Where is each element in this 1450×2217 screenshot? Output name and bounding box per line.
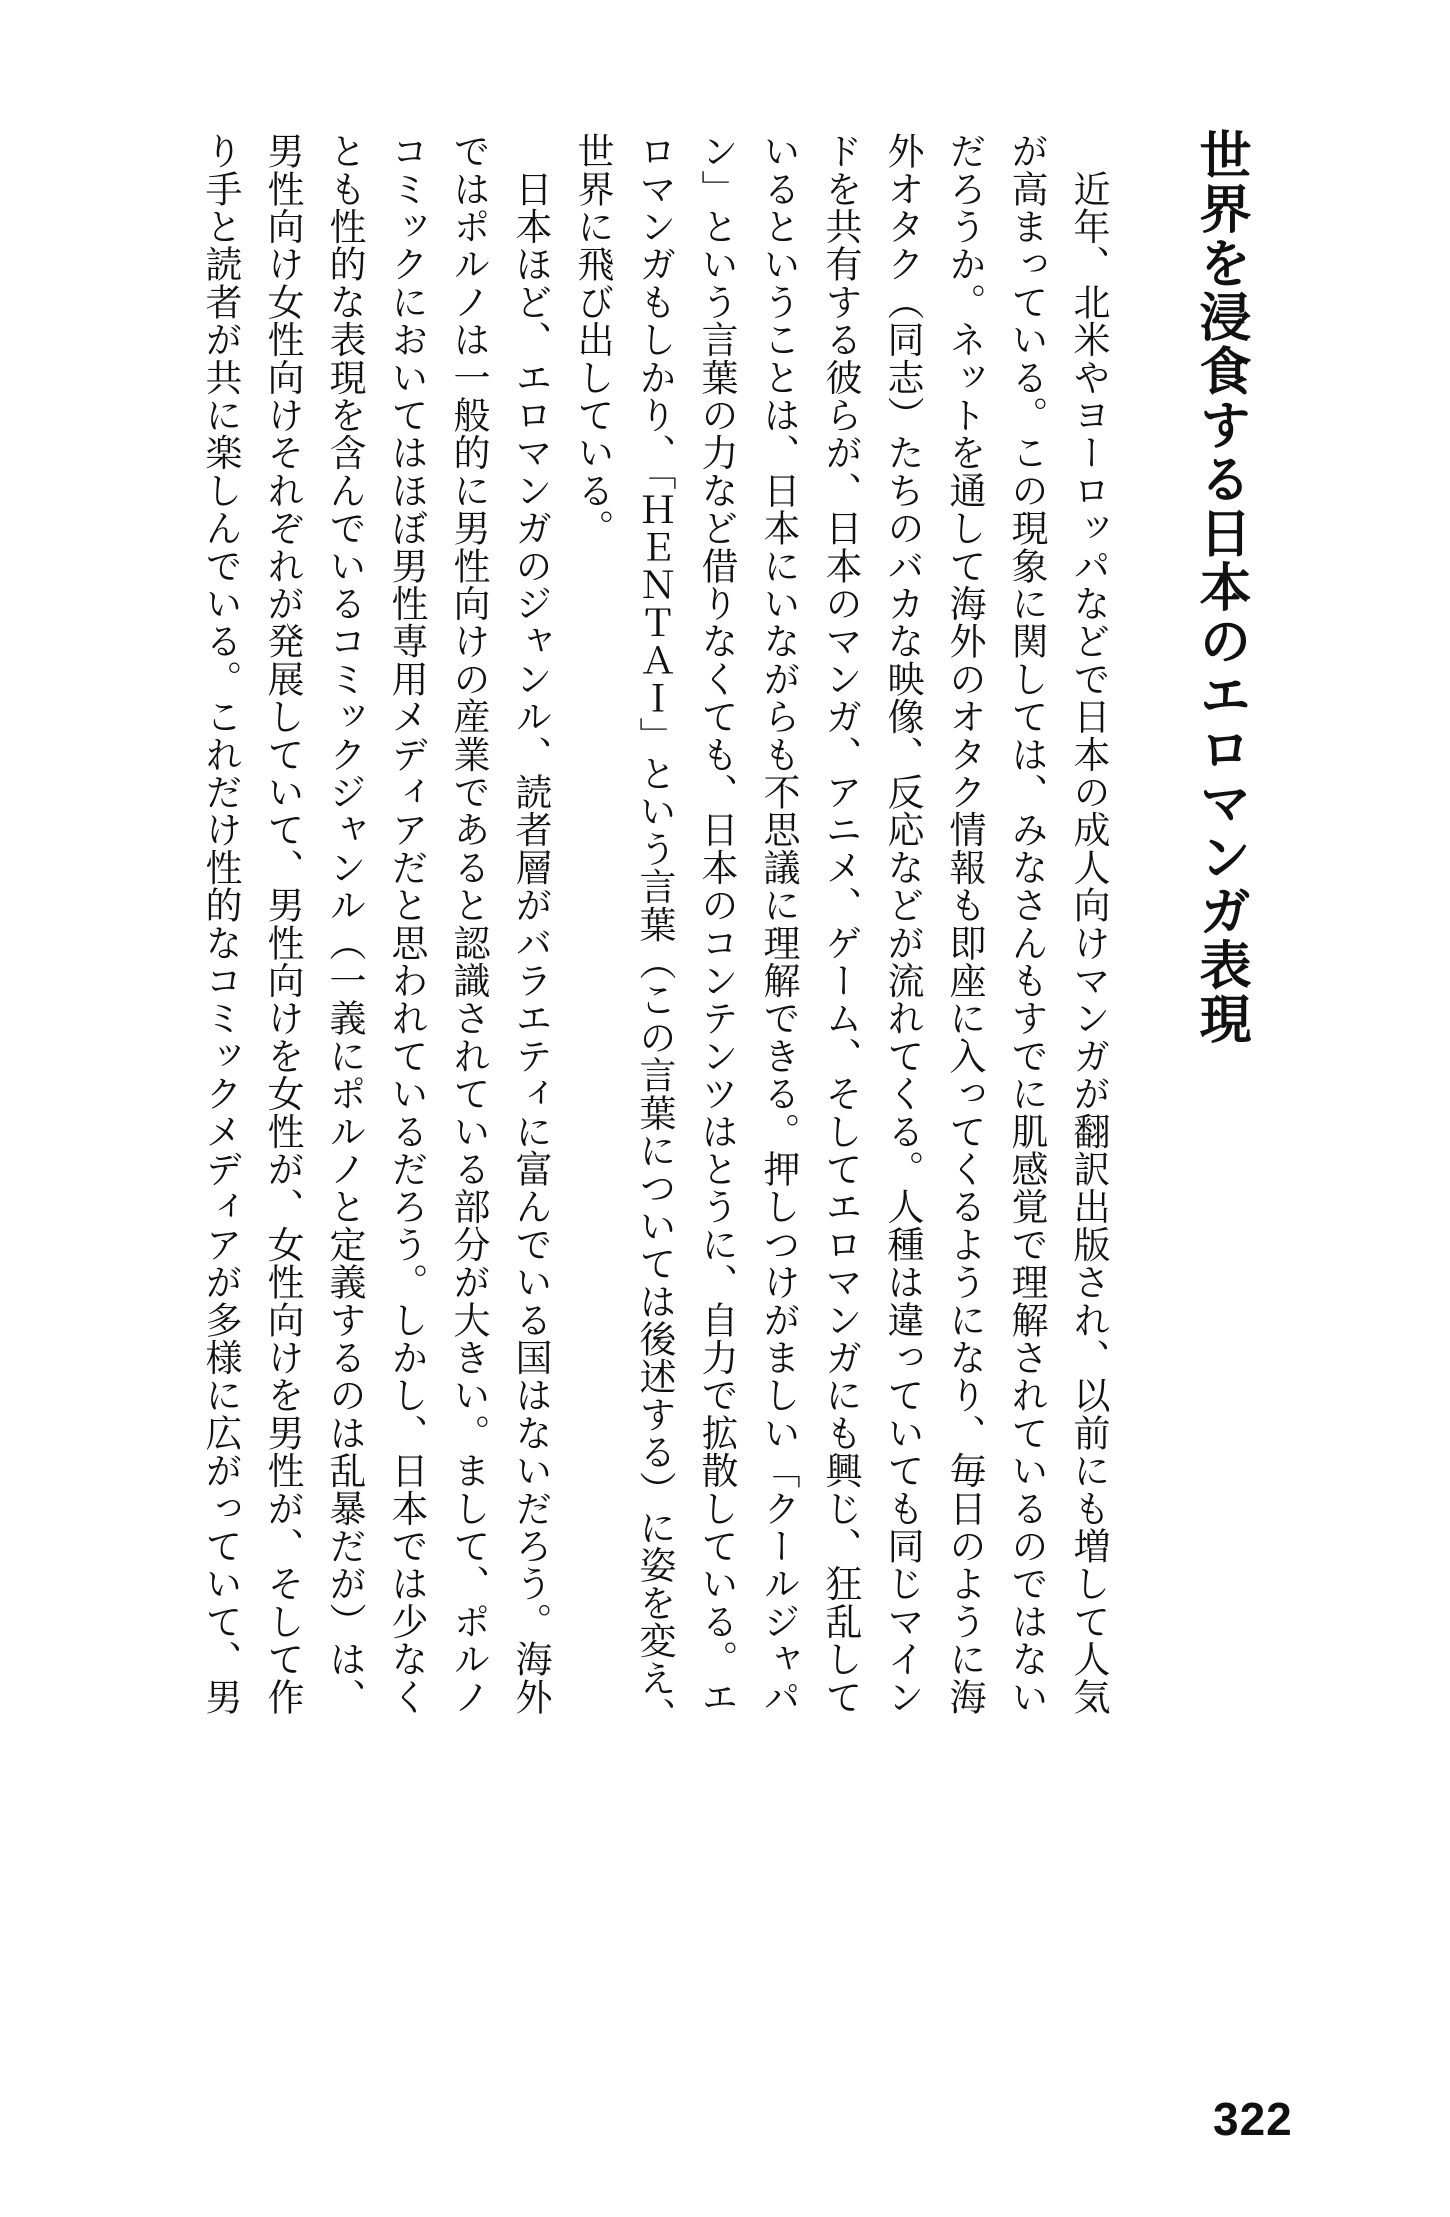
section-title: 世界を浸食する日本のエロマンガ表現	[1190, 128, 1250, 1046]
text-line: ロマンガもしかり、「ＨＥＮＴＡＩ」という言葉（この言葉については後述する）に姿を変え、	[633, 132, 676, 1735]
text-line: 日本ほど、エロマンガのジャンル、読者層がバラエティに富んでいる国はないだろう。海外	[509, 132, 552, 1716]
text-line: 男性向け女性向けそれぞれが発展していて、男性向けを女性が、女性向けを男性が、そして作	[261, 132, 304, 1716]
text-line: だろうか。ネットを通して海外のオタク情報も即座に入ってくるようになり、毎日のように海	[943, 132, 986, 1716]
text-line: いるということは、日本にいながらも不思議に理解できる。押しつけがましい「クールジャパ	[757, 132, 800, 1716]
text-line: コミックにおいてはほぼ男性専用メディアだと思われているだろう。しかし、日本では少なく	[385, 132, 428, 1716]
text-line: ドを共有する彼らが、日本のマンガ、アニメ、ゲーム、そしてエロマンガにも興じ、狂乱して	[819, 132, 862, 1716]
text-line: 世界に飛び出している。	[571, 132, 614, 547]
page-number: 322	[1213, 2093, 1293, 2145]
text-line: とも性的な表現を含んでいるコミックジャンル（一義にポルノと定義するのは乱暴だが）は、	[323, 132, 366, 1716]
text-line: り手と読者が共に楽しんでいる。これだけ性的なコミックメディアが多様に広がっていて、男	[199, 132, 242, 1716]
body-text	[189, 132, 1119, 1735]
text-line: ではポルノは一般的に男性向けの産業であると認識されている部分が大きい。まして、ポルノ	[447, 132, 490, 1716]
text-line: 近年、北米やヨーロッパなどで日本の成人向けマンガが翻訳出版され、以前にも増して人気	[1067, 132, 1110, 1716]
text-line: 外オタク（同志）たちのバカな映像、反応などが流れてくる。人種は違っていても同じマイン	[881, 132, 924, 1716]
text-line: が高まっている。この現象に関しては、みなさんもすでに肌感覚で理解されているのではない	[1005, 132, 1048, 1716]
text-line: ン」という言葉の力など借りなくても、日本のコンテンツはとうに、自力で拡散している。エ	[695, 132, 738, 1716]
